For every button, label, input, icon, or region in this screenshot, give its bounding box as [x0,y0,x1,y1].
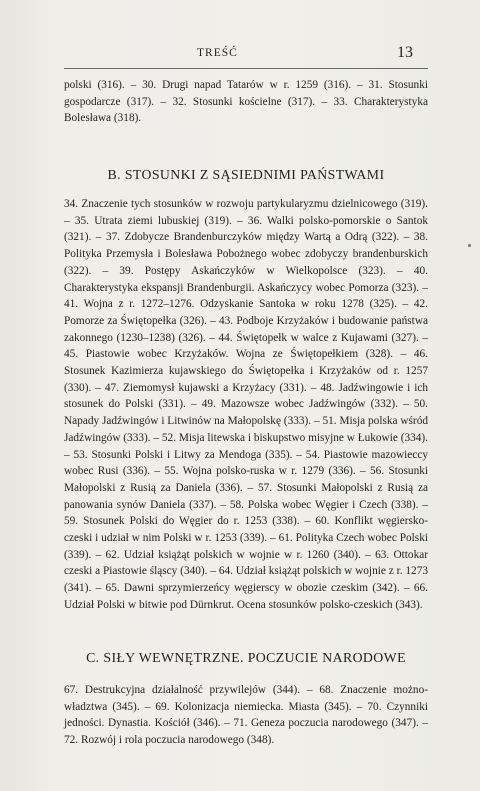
section-b-heading: B. STOSUNKI Z SĄSIEDNIMI PAŃSTWAMI [107,167,385,182]
section-c-paragraph: 67. Destrukcyjna działalność przywilejów (344). – 68. Znaczenie możnowładztwa (345). – 69. Kolonizacja niemiecka. Miasta (345). – 70. Czynniki jedności. Dynastia. Kościół (346). – 71. Geneza poczucia narodowego (347). – 72. Rozwój i rola poczucia narodowego (348). [64,684,428,747]
page-number: 13 [397,44,413,61]
running-head [0,44,480,68]
intro-paragraph: polski (316). – 30. Drugi napad Tatarów w r. 1259 (316). – 31. Stosunki gospodarcze (317). – 32. Stosunki kościelne (317). – 33. Charakterystyka Bolesława (318). [64,79,428,125]
running-head-title: TREŚĆ [197,47,238,59]
section-b-paragraph: 34. Znaczenie tych stosunków w rozwoju partykularyzmu dzielnicowego (319). – 35. Utrata ziemi lubuskiej (319). – 36. Walki polsko-pomorskie o Santok (321). – 37. Zdobycze Brandenburczyków między Wartą a Odrą (322). – 38. Polityka Przemysła i Bolesława Pobożnego wobec zdobyczy brandenburskich (322). – 39. Postępy Askańczyków w Wielkopolsce (323). – 40. Charakterystyka ekspansji Brandenburgii. Askańczycy wobec Pomorza (323). – 41. Wojna z r. 1272–1276. Odzyskanie Santoka w roku 1278 (325). – 42. Pomorze za Świętopełka (326). – 43. Podboje Krzyżaków i budowanie państwa zakonnego (1230–1238) (326). – 44. Świętopełk w walce z Kujawami (327). – 45. Piastowie wobec Krzyżaków. Wojna ze Świętopełkiem (328). – 46. Stosunek Kazimierza kujawskiego do Świętopełka i Krzyżaków od r. 1257 (330). – 47. Ziemomysł kujawski a Krzyżacy (331). – 48. Jadźwingowie i ich stosunek do Polski (331). – 49. Mazowsze wobec Jadźwingów (332). – 50. Napady Jadźwingów i Litwinów na Małopolskę (333). – 51. Misja polska wśród Jadźwingów (333). – 52. Misja litewska i biskupstwo misyjne w Łukowie (334). – 53. Stosunki Polski i Litwy za Mendoga (335). – 54. Piastowie mazowieccy wobec Rusi (336). – 55. Wojna polsko-ruska w r. 1279 (336). – 56. Stosunki Małopolski z Rusią za Daniela (336). – 57. Stosunki Małopolski z Rusią za panowania synów Daniela (337). – 58. Polska wobec Węgier i Czech (338). – 59. Stosunek Polski do Węgier do r. 1253 (338). – 60. Konflikt węgiersko-czeski i udział w nim Polski w r. 1253 (339). – 61. Polityka Czech wobec Polski (339). – 62. Udział książąt polskich w wojnie w r. 1260 (340). – 63. Ottokar czeski a Piastowie śląscy (340). – 64. Udział książąt polskich w wojnie z r. 1273 (341). – 65. Dawni sprzymierzeńcy węgierscy w obozie czeskim (342). – 66. Udział Polski w bitwie pod Dürnkrut. Ocena stosunków polsko-czeskich (343). [64,198,428,611]
section-c-heading: C. SIŁY WEWNĘTRZNE. POCZUCIE NARODOWE [86,650,406,665]
margin-mark [468,244,471,247]
header-rule [64,68,428,69]
